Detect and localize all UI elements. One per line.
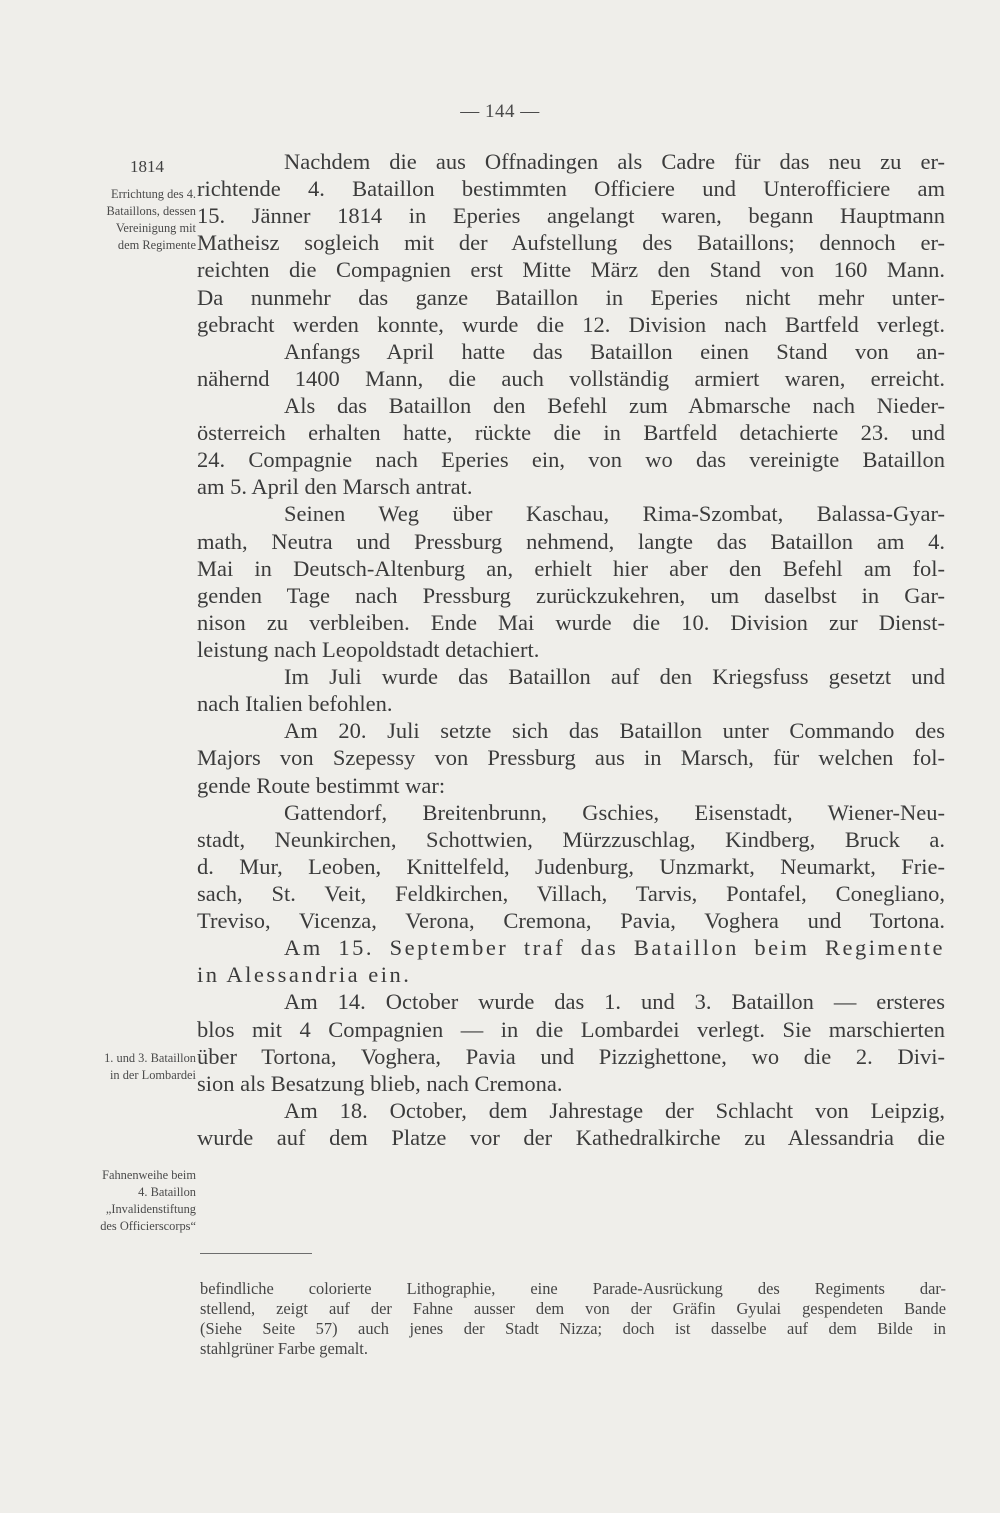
- text-line: Als das Bataillon den Befehl zum Abmarsche nach Nieder-: [284, 392, 945, 418]
- text-line: nähernd 1400 Mann, die auch vollständig armiert waren, erreicht.: [197, 365, 945, 391]
- text-line: nach Italien befohlen.: [197, 691, 393, 717]
- margin-note: [46, 1050, 196, 1084]
- margin-note-line: „Invalidenstiftung: [105, 1202, 196, 1216]
- text-line: 15. Jänner 1814 in Eperies angelangt waren, begann Hauptmann: [197, 203, 945, 229]
- text-line: Seinen Weg über Kaschau, Rima-Szombat, Balassa-Gyar-: [284, 501, 945, 527]
- text-line: blos mit 4 Compagnien — in die Lombardei verlegt. Sie marschierten: [197, 1016, 945, 1042]
- text-line: d. Mur, Leoben, Knittelfeld, Judenburg, Unzmarkt, Neumarkt, Frie-: [197, 853, 945, 879]
- margin-note-line: Errichtung des 4.: [111, 187, 196, 201]
- text-line: gebracht werden konnte, wurde die 12. Division nach Bartfeld verlegt.: [197, 311, 945, 337]
- text-line: am 5. April den Marsch antrat.: [197, 474, 473, 500]
- text-line: über Tortona, Voghera, Pavia und Pizzighettone, wo die 2. Divi-: [197, 1043, 945, 1069]
- text-line: Am 15. September traf das Bataillon beim Regimente: [284, 935, 945, 961]
- text-line: richtende 4. Bataillon bestimmten Officiere und Unterofficiere am: [197, 176, 945, 202]
- text-line: Am 18. October, dem Jahrestage der Schlacht von Leipzig,: [284, 1097, 945, 1123]
- margin-note-line: Fahnenweihe beim: [102, 1168, 196, 1182]
- text-line: wurde auf dem Platze vor der Kathedralkirche zu Alessandria die: [197, 1124, 945, 1150]
- page-number: — 144 —: [460, 101, 540, 122]
- text-line: Anfangs April hatte das Bataillon einen Stand von an-: [284, 338, 945, 364]
- footnote-divider: [200, 1253, 312, 1254]
- text-line: Majors von Szepessy von Pressburg aus in Marsch, für welchen fol-: [197, 745, 945, 771]
- text-line: in Alessandria ein.: [197, 962, 412, 988]
- margin-note-line: 1. und 3. Bataillon: [104, 1051, 196, 1065]
- text-line: sach, St. Veit, Feldkirchen, Villach, Tarvis, Pontafel, Conegliano,: [197, 880, 945, 906]
- text-line: 24. Compagnie nach Eperies ein, von wo das vereinigte Bataillon: [197, 447, 945, 473]
- text-line: reichten die Compagnien erst Mitte März den Stand von 160 Mann.: [197, 257, 945, 283]
- margin-note-line: Vereinigung mit: [115, 221, 196, 235]
- margin-note-line: des Officierscorps“: [100, 1219, 196, 1233]
- text-line: Am 14. October wurde das 1. und 3. Bataillon — ersteres: [284, 989, 945, 1015]
- margin-note-line: Bataillons, dessen: [106, 204, 196, 218]
- text-line: Nachdem die aus Offnadingen als Cadre für das neu zu er-: [284, 149, 945, 174]
- footnote-line: (Siehe Seite 57) auch jenes der Stadt Nizza; doch ist dasselbe auf dem Bilde in: [200, 1319, 946, 1338]
- margin-note: [46, 186, 196, 254]
- margin-note-line: dem Regimente: [117, 238, 196, 252]
- text-line: math, Neutra und Pressburg nehmend, langte das Bataillon am 4.: [197, 528, 945, 554]
- margin-year: 1814: [130, 157, 164, 176]
- body-text: [197, 148, 945, 1151]
- text-line: leistung nach Leopoldstadt detachiert.: [197, 636, 540, 662]
- text-line: nison zu verbleiben. Ende Mai wurde die 10. Division zur Dienst-: [197, 609, 945, 635]
- text-line: Matheisz sogleich mit der Aufstellung des Bataillons; dennoch er-: [197, 230, 945, 256]
- footnote-line: stellend, zeigt auf der Fahne ausser dem von der Gräfin Gyulai gespendeten Bande: [200, 1299, 946, 1318]
- footnote-line: stahlgrüner Farbe gemalt.: [200, 1339, 368, 1358]
- text-line: Gattendorf, Breitenbrunn, Gschies, Eisenstadt, Wiener-Neu-: [284, 799, 945, 825]
- footnote: [200, 1279, 946, 1359]
- text-line: gende Route bestimmt war:: [197, 772, 446, 798]
- margin-note-line: in der Lombardei: [109, 1068, 196, 1082]
- text-line: Treviso, Vicenza, Verona, Cremona, Pavia, Voghera und Tortona.: [197, 908, 945, 934]
- margin-note: [46, 1167, 196, 1235]
- text-line: Im Juli wurde das Bataillon auf den Kriegsfuss gesetzt und: [284, 664, 945, 690]
- text-line: genden Tage nach Pressburg zurückzukehren, um daselbst in Gar-: [197, 582, 945, 608]
- margin-note-line: 4. Bataillon: [138, 1185, 196, 1199]
- text-line: Mai in Deutsch-Altenburg an, erhielt hier aber den Befehl am fol-: [197, 555, 945, 581]
- footnote-line: befindliche colorierte Lithographie, eine Parade-Ausrückung des Regiments dar-: [200, 1279, 946, 1298]
- text-line: sion als Besatzung blieb, nach Cremona.: [197, 1070, 563, 1096]
- text-line: Da nunmehr das ganze Bataillon in Eperies nicht mehr unter-: [197, 284, 945, 310]
- text-line: stadt, Neunkirchen, Schottwien, Mürzzuschlag, Kindberg, Bruck a.: [197, 826, 945, 852]
- text-line: Am 20. Juli setzte sich das Bataillon unter Commando des: [284, 718, 945, 744]
- text-line: österreich erhalten hatte, rückte die in Bartfeld detachierte 23. und: [197, 420, 945, 446]
